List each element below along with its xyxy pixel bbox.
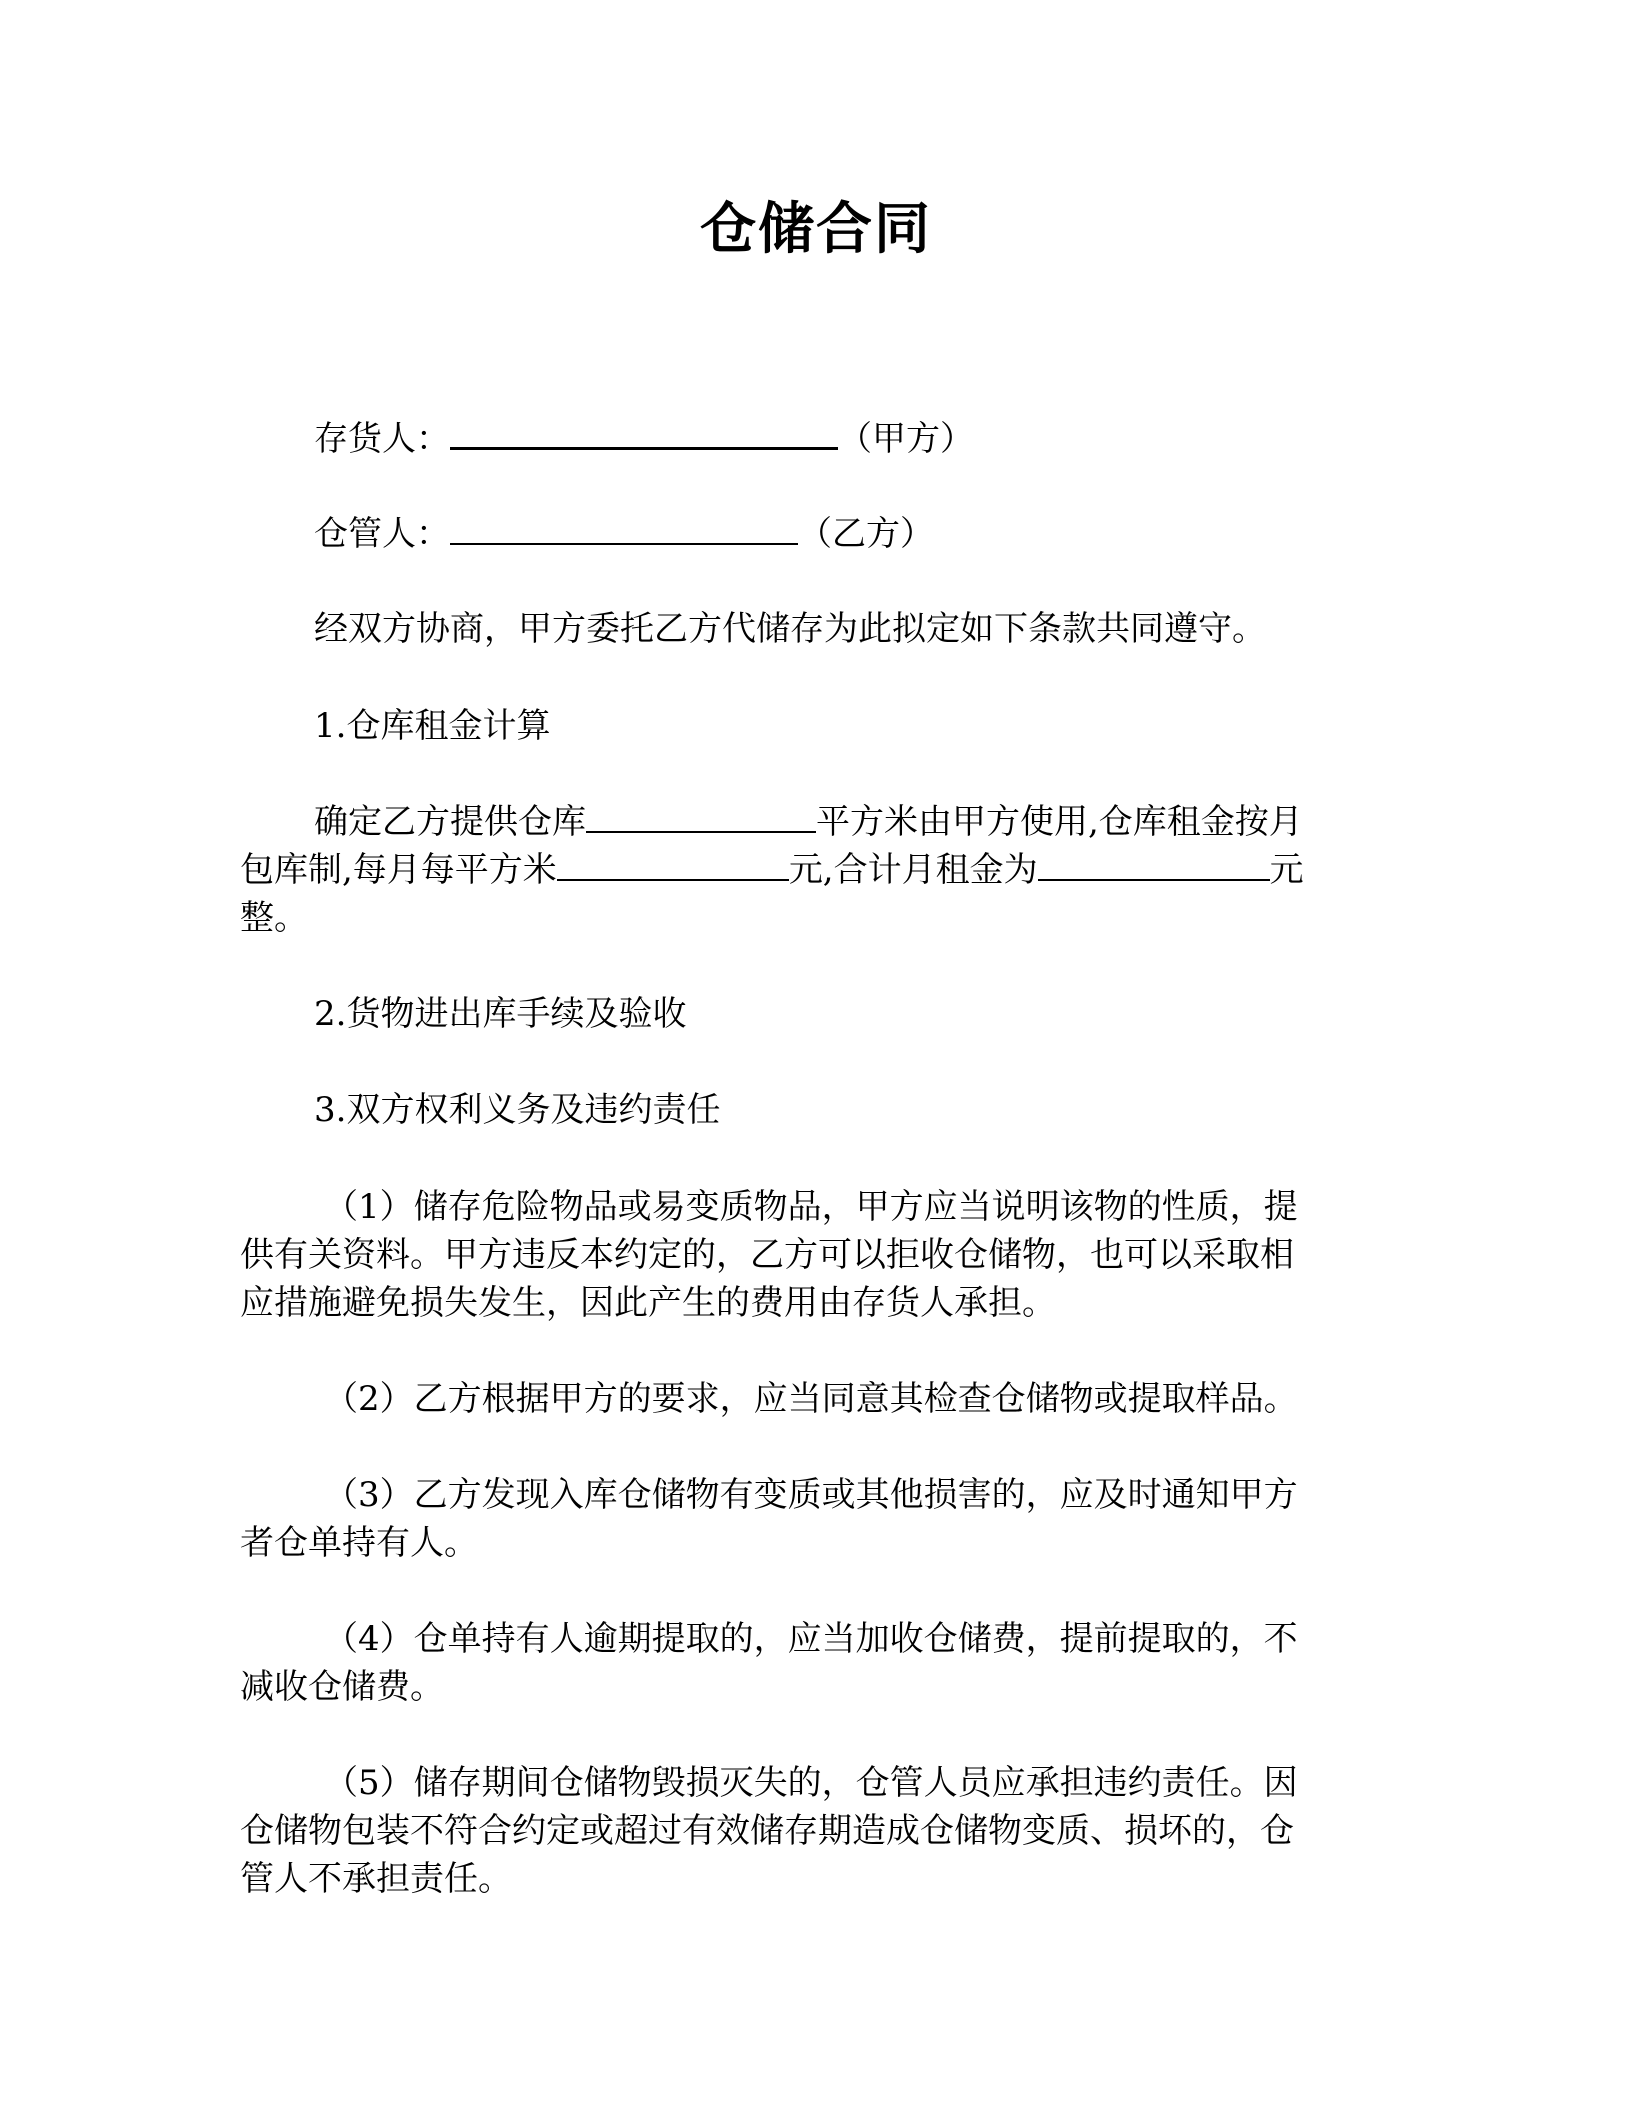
item-4-line-1: （4）仓单持有人逾期提取的，应当加收仓储费，提前提取的，不	[324, 1619, 1298, 1659]
party-a-label: 存货人：	[314, 419, 450, 459]
section-1-line-3: 整。	[240, 898, 308, 938]
section-1-line-2	[240, 846, 1392, 894]
monthly-rent-blank[interactable]	[1038, 849, 1270, 881]
item-3-line-2: 者仓单持有人。	[240, 1523, 478, 1563]
section-1-text: 元	[1269, 850, 1304, 890]
section-2-heading: 2.货物进出库手续及验收	[314, 994, 687, 1034]
party-a-suffix: （甲方）	[838, 419, 974, 459]
item-5-line-3: 管人不承担责任。	[240, 1859, 512, 1899]
item-1-line-2: 供有关资料。甲方违反本约定的，乙方可以拒收仓储物，也可以采取相	[240, 1235, 1294, 1275]
item-1-line-1: （1）储存危险物品或易变质物品，甲方应当说明该物的性质，提	[324, 1187, 1298, 1227]
party-b-suffix: （乙方）	[798, 514, 934, 554]
item-2-line-1: （2）乙方根据甲方的要求，应当同意其检查仓储物或提取样品。	[324, 1379, 1298, 1419]
area-blank[interactable]	[586, 801, 816, 833]
item-4-line-2: 减收仓储费。	[240, 1667, 444, 1707]
item-5-line-1: （5）储存期间仓储物毁损灭失的，仓管人员应承担违约责任。因	[324, 1763, 1298, 1803]
document-title: 仓储合同	[700, 197, 932, 262]
item-3-line-1: （3）乙方发现入库仓储物有变质或其他损害的，应及时通知甲方	[324, 1475, 1298, 1515]
party-a-line	[240, 415, 1466, 463]
item-5-line-2: 仓储物包装不符合约定或超过有效储存期造成仓储物变质、损坏的，仓	[240, 1811, 1294, 1851]
party-b-line	[240, 510, 1466, 558]
section-1-text: 确定乙方提供仓库	[314, 802, 586, 842]
section-1-text: 包库制,每月每平方米	[240, 850, 557, 890]
intro-paragraph: 经双方协商，甲方委托乙方代储存为此拟定如下条款共同遵守。	[314, 609, 1266, 649]
party-b-label: 仓管人：	[314, 514, 450, 554]
section-1-line-1	[240, 798, 1466, 846]
party-b-blank[interactable]	[450, 513, 798, 545]
item-1-line-3: 应措施避免损失发生，因此产生的费用由存货人承担。	[240, 1283, 1056, 1323]
unit-price-blank[interactable]	[557, 849, 789, 881]
section-3-heading: 3.双方权利义务及违约责任	[314, 1090, 721, 1130]
section-1-text: 元,合计月租金为	[788, 850, 1038, 890]
section-1-text: 平方米由甲方使用,仓库租金按月	[816, 802, 1303, 842]
section-1-heading: 1.仓库租金计算	[314, 706, 551, 746]
party-a-blank[interactable]	[450, 417, 838, 450]
